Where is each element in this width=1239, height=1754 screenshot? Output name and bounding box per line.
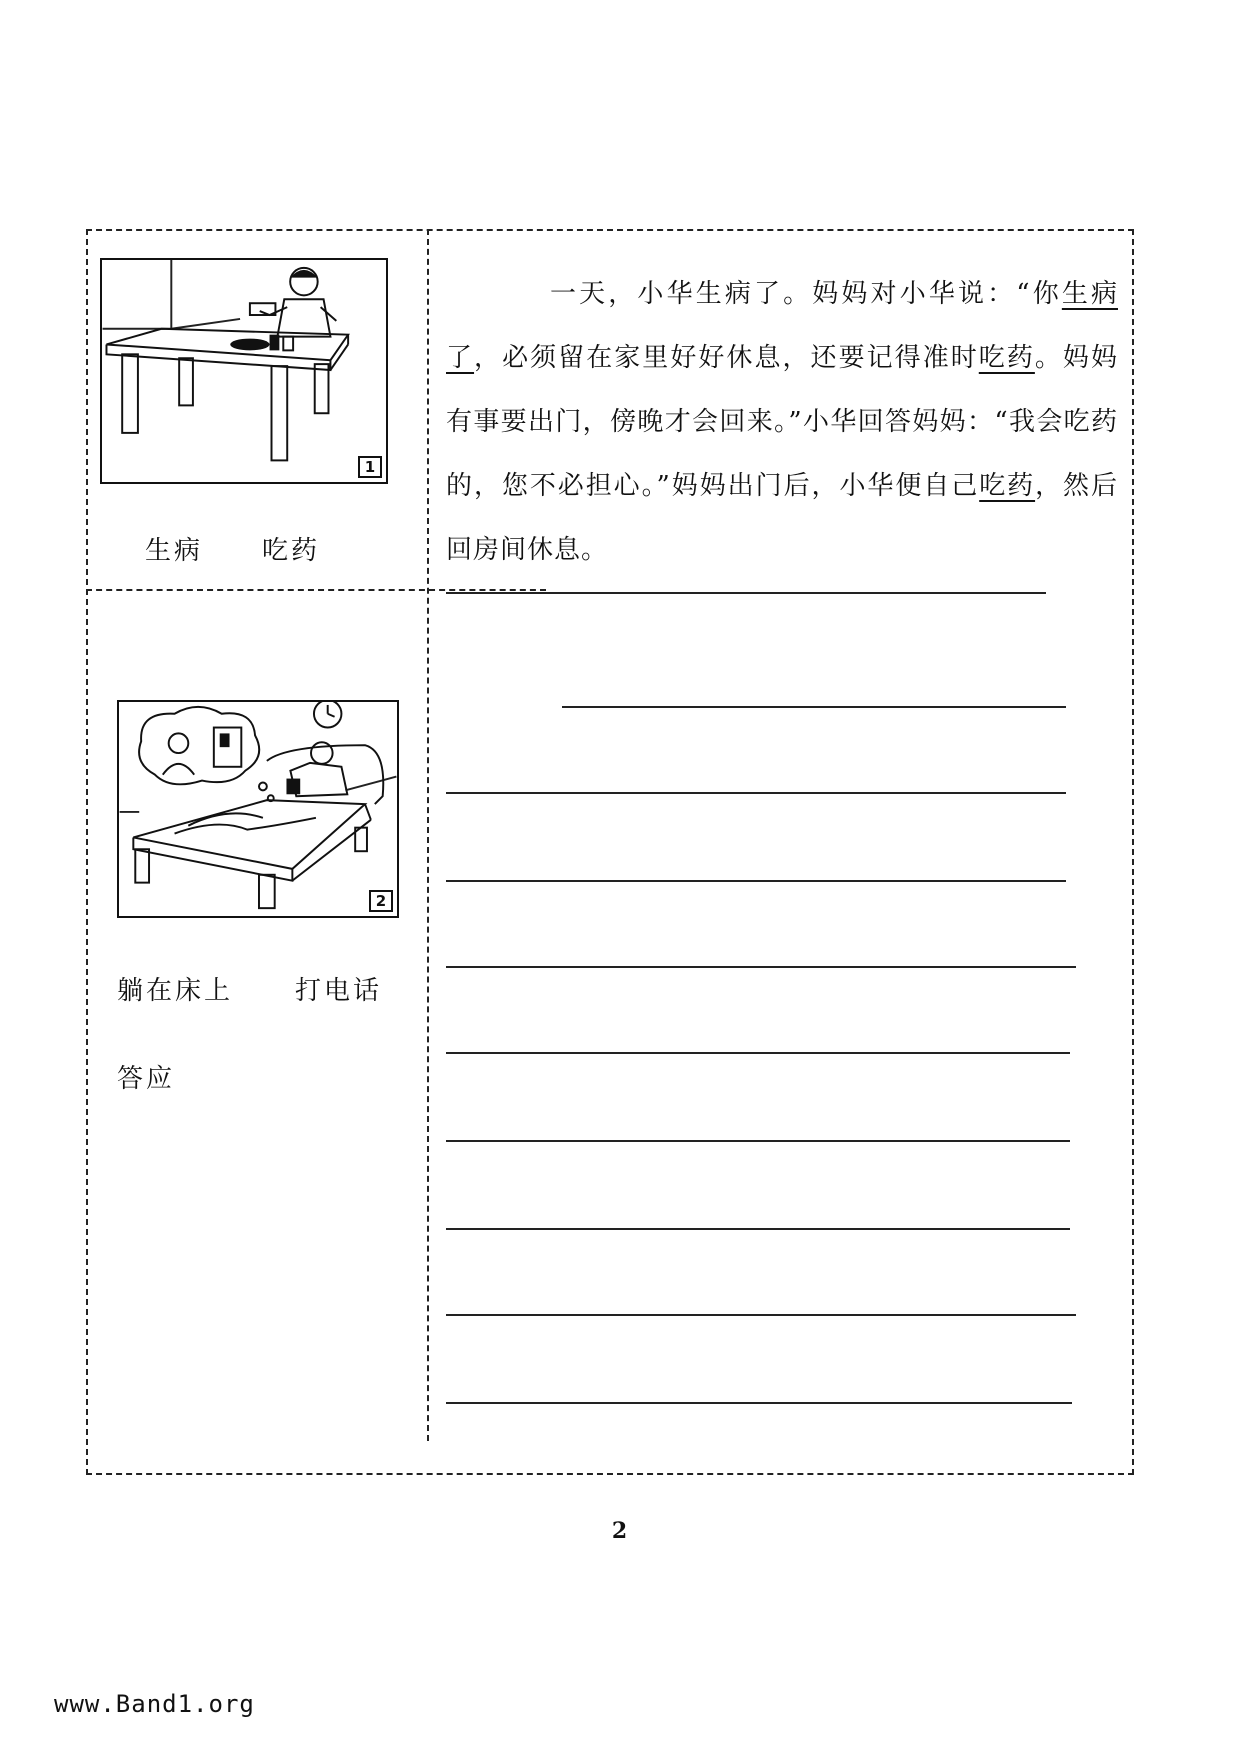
writing-line[interactable]	[446, 966, 1076, 968]
panel-divider	[86, 589, 546, 591]
writing-line[interactable]	[446, 1228, 1070, 1230]
writing-line[interactable]	[446, 1052, 1070, 1054]
underlined-phrase: 吃药	[978, 343, 1035, 373]
keyword-agree: 答应	[117, 1064, 176, 1094]
writing-line[interactable]	[446, 880, 1066, 882]
column-divider	[427, 229, 429, 1441]
page-number: 2	[611, 1518, 628, 1544]
boy-bed-illustration	[119, 702, 397, 916]
keyword-sick: 生病	[145, 536, 204, 566]
footer-url: www.Band1.org	[54, 1690, 255, 1718]
keyword-phone-call: 打电话	[295, 976, 383, 1006]
picture-number-2: 2	[369, 890, 393, 912]
writing-line[interactable]	[446, 792, 1066, 794]
picture-1-sick-boy-at-table	[100, 258, 388, 484]
keyword-lie-in-bed: 躺在床上	[117, 976, 234, 1006]
writing-line[interactable]	[446, 1314, 1076, 1316]
keyword-take-medicine: 吃药	[262, 536, 321, 566]
picture-2-boy-in-bed	[117, 700, 399, 918]
picture-number-1: 1	[358, 456, 382, 478]
story-text	[446, 262, 1118, 582]
writing-line[interactable]	[446, 1140, 1070, 1142]
boy-table-illustration	[102, 260, 386, 482]
writing-line[interactable]	[446, 1402, 1072, 1404]
writing-line[interactable]	[446, 592, 1046, 594]
underlined-phrase: 生病了	[446, 279, 1118, 373]
underlined-phrase: 吃药	[979, 471, 1036, 501]
story-paragraph: 一天，小华生病了。妈妈对小华说：“你生病了，必须留在家里好好休息，还要记得准时吃药。妈妈有事要出门，傍晚才会回来。”小华回答妈妈：“我会吃药的，您不必担心。”妈妈出门后，小华便自己吃药，然后回房间休息。	[446, 279, 1118, 565]
writing-line[interactable]	[562, 706, 1066, 708]
